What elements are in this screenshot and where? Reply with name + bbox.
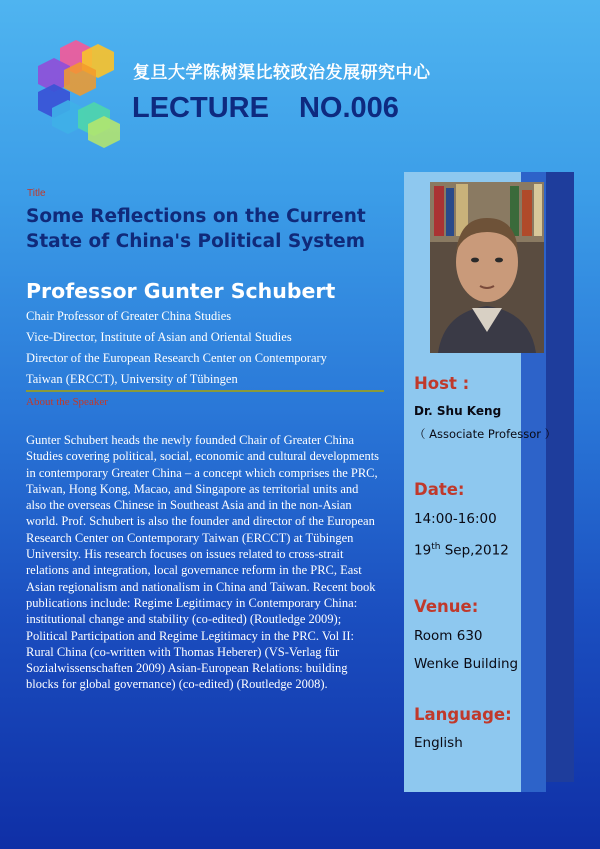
date-suffix: th [431,542,441,552]
lecture-number: NO.006 [298,92,399,124]
panel-shadow [546,172,574,782]
venue-building: Wenke Building [414,656,519,672]
host-title: （ Associate Professor ） [414,427,557,441]
speaker-name: Professor Gunter Schubert [26,279,336,303]
speaker-photo [430,182,544,353]
lecture-word: LECTURE [132,92,269,124]
speaker-role: Vice-Director, Institute of Asian and Oriental Studies [26,330,292,344]
language-value: English [414,735,463,751]
date-value [414,533,509,565]
venue-room: Room 630 [414,628,483,644]
lecture-heading [132,92,399,125]
lecture-title [26,204,386,254]
venue-label: Venue: [414,597,479,616]
section-divider [26,390,384,392]
date-day: 19 [414,542,432,559]
host-label: Host : [414,374,470,393]
speaker-role: Director of the European Research Center on Contemporary [26,351,327,365]
language-label: Language: [414,705,512,724]
speaker-role: Chair Professor of Greater China Studies [26,309,232,323]
title-label: Title [27,188,46,199]
speaker-roles [26,306,396,390]
lecture-title-line: Some Reflections on the Current [26,206,366,227]
host-name: Dr. Shu Keng [414,404,502,418]
time-value: 14:00-16:00 [414,511,497,527]
speaker-bio: Gunter Schubert heads the newly founded Chair of Greater China Studies covering political, social, economic and cultural developments in contemporary Greater China – a concept which comprises the PRC, Taiwan, Hong Kong, Macao, and Singapore as territorial units and also the overseas Chinese in Southeast Asia and in the non-Asian world. Prof. Schubert is also the founder and director of the European Research Center on Contemporary Taiwan (ERCCT) at Tübingen University. His research focuses on issues related to cross-strait relations and integration, local governance reform in the PRC, East Asian regionalism and nationalism in China and Taiwan. Recent book publications include: Regime Legitimacy in Contemporary China: institutional change and stability (co-edited) (Routledge 2009); Political Participation and Regime Legitimacy in the PRC. Vol II: Rural China (co-written with Thomas Heberer) (VS-Verlag für Sozialwissenschaften 2009) Asian-European Relations: building blocks for global governance) (co-edited) (Routledge 2008). [26,433,380,692]
org-name: 复旦大学陈树渠比较政治发展研究中心 [133,63,431,83]
date-label: Date: [414,480,465,499]
lecture-title-line: State of China's Political System [26,231,365,252]
date-rest: Sep,2012 [440,542,509,559]
speaker-role: Taiwan (ERCCT), University of Tübingen [26,372,238,386]
about-speaker-label: About the Speaker [26,396,108,408]
center-logo [30,40,125,150]
